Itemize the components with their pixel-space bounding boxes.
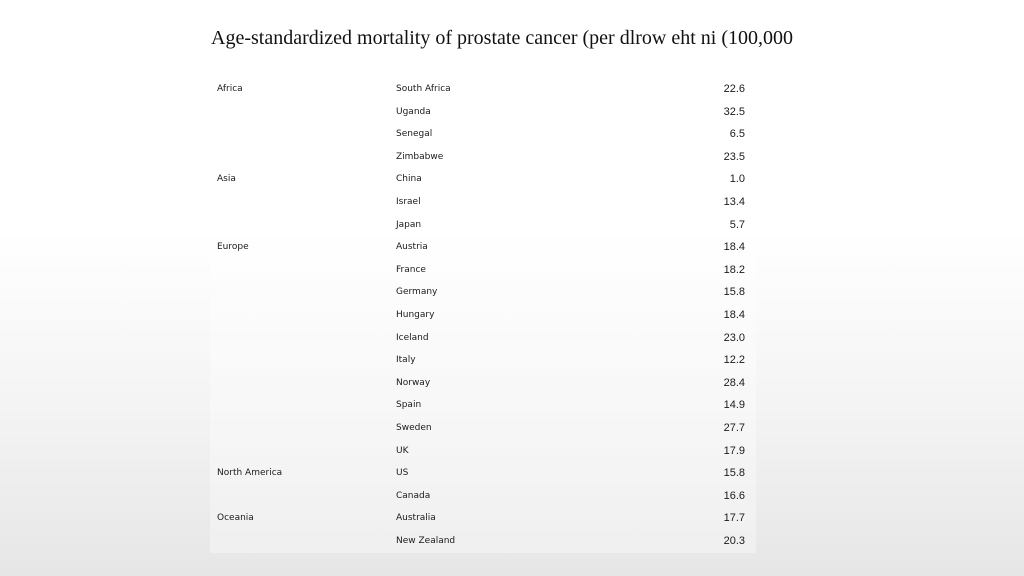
country-cell: Australia <box>396 513 436 524</box>
table-row <box>210 485 756 508</box>
table-row <box>210 146 756 169</box>
mortality-table <box>210 78 756 553</box>
mortality-value-cell: 16.6 <box>723 489 745 502</box>
country-cell: Austria <box>396 242 428 253</box>
mortality-value-cell: 13.4 <box>723 196 745 208</box>
table-row <box>210 101 756 124</box>
table-row <box>210 191 756 214</box>
table-row <box>210 236 756 259</box>
country-cell: UK <box>396 445 409 456</box>
mortality-value-cell: 20.3 <box>723 535 745 547</box>
table-row <box>210 327 756 350</box>
table-row <box>210 507 756 530</box>
table-row <box>210 417 756 440</box>
mortality-value-cell: 23.0 <box>723 331 745 344</box>
mortality-value-cell: 27.7 <box>723 422 745 434</box>
region-cell: Europe <box>217 242 249 253</box>
country-cell: Japan <box>396 219 422 230</box>
country-cell: Norway <box>396 377 431 388</box>
country-cell: China <box>396 174 422 185</box>
table-row <box>210 394 756 417</box>
table-row <box>210 440 756 463</box>
country-cell: US <box>396 468 409 479</box>
table-row <box>210 78 756 101</box>
country-cell: France <box>396 264 426 275</box>
country-cell: Italy <box>396 355 416 366</box>
country-cell: Uganda <box>396 106 431 117</box>
mortality-value-cell: 28.4 <box>723 376 745 389</box>
country-cell: Germany <box>396 287 438 298</box>
table-row <box>210 462 756 485</box>
mortality-value-cell: 12.2 <box>723 354 745 367</box>
table-row <box>210 281 756 304</box>
country-cell: New Zealand <box>396 536 456 546</box>
table-row <box>210 304 756 327</box>
table-row <box>210 214 756 237</box>
country-cell: Sweden <box>396 423 432 433</box>
mortality-value-cell: 18.4 <box>723 309 745 321</box>
country-cell: Hungary <box>396 310 435 320</box>
mortality-value-cell: 14.9 <box>723 399 745 412</box>
table-row <box>210 123 756 146</box>
country-cell: Israel <box>396 197 421 207</box>
mortality-value-cell: 15.8 <box>723 467 745 480</box>
mortality-value-cell: 18.4 <box>723 241 745 254</box>
table-row <box>210 349 756 372</box>
mortality-value-cell: 22.6 <box>723 83 745 95</box>
mortality-value-cell: 17.9 <box>723 444 745 457</box>
mortality-value-cell: 1.0 <box>729 173 745 186</box>
table-row <box>210 259 756 282</box>
country-cell: Iceland <box>396 332 429 343</box>
mortality-value-cell: 5.7 <box>729 218 745 231</box>
region-cell: Oceania <box>217 513 254 524</box>
mortality-value-cell: 18.2 <box>723 263 745 276</box>
mortality-value-cell: 17.7 <box>723 512 745 525</box>
table-row <box>210 168 756 191</box>
mortality-value-cell: 32.5 <box>723 105 745 118</box>
country-cell: South Africa <box>396 84 451 94</box>
region-cell: Asia <box>217 174 236 185</box>
mortality-value-cell: 23.5 <box>723 150 745 163</box>
region-cell: North America <box>217 468 283 479</box>
country-cell: Canada <box>396 490 431 501</box>
country-cell: Spain <box>396 400 422 411</box>
country-cell: Senegal <box>396 129 433 140</box>
table-row <box>210 372 756 395</box>
region-cell: Africa <box>217 84 243 94</box>
table-row <box>210 530 756 553</box>
mortality-value-cell: 6.5 <box>729 128 745 141</box>
country-cell: Zimbabwe <box>396 151 444 162</box>
mortality-value-cell: 15.8 <box>723 286 745 299</box>
page-title: Age-standardized mortality of prostate cancer (per dlrow eht ni (100,000 <box>211 27 794 49</box>
